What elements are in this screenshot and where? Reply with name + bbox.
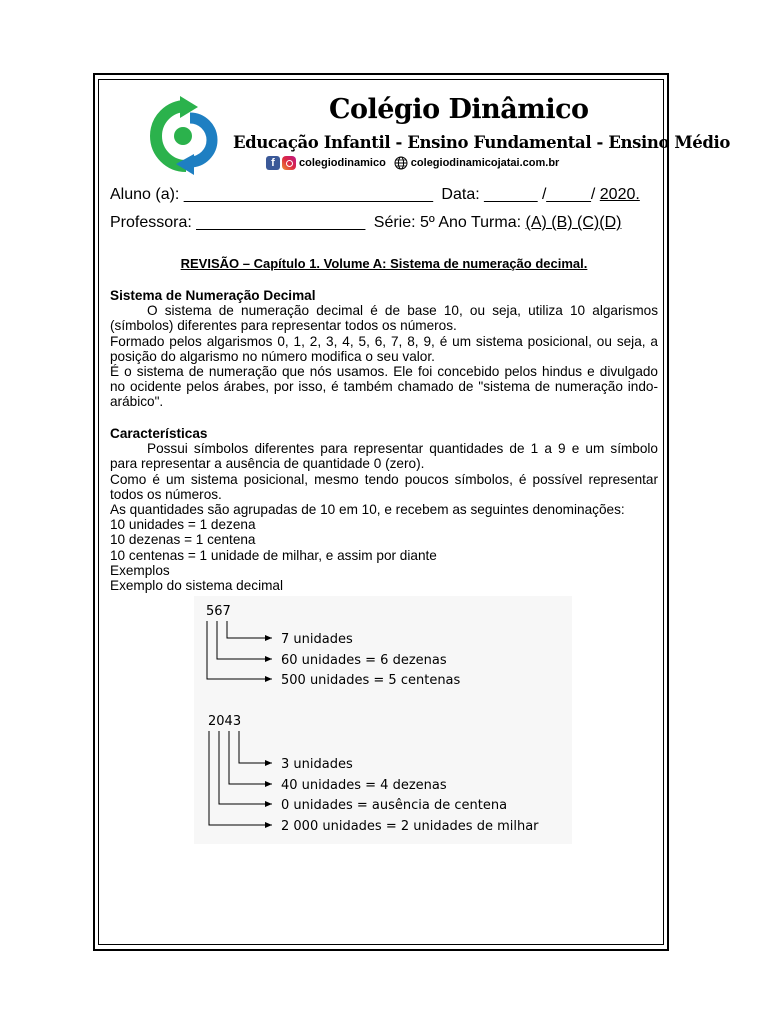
list-item: 10 unidades = 1 dezena (110, 517, 256, 533)
aluno-data-line (110, 186, 640, 204)
place-value-diagram (194, 596, 572, 844)
data-year: 2020. (599, 186, 640, 203)
arrow-line (219, 731, 272, 804)
data-field: Data: ______ /_____/ (441, 186, 596, 203)
paragraph: As quantidades são agrupadas de 10 em 10, e recebem as seguintes denominações: (110, 502, 625, 518)
professora-field: Professora: ___________________ (110, 214, 366, 231)
facebook-icon: f (266, 156, 280, 170)
section-heading: Características (110, 426, 208, 441)
arrow-line (209, 731, 272, 825)
paragraph: Formado pelos algarismos 0, 1, 2, 3, 4, 5, 6, 7, 8, 9, é um sistema posicional, ou seja, a posição do algarismo no número modifica o seu valor. (110, 333, 658, 364)
aluno-field: Aluno (a): ____________________________ (110, 186, 433, 203)
school-levels: Educação Infantil - Ensino Fundamental - Ensino Médio (233, 133, 730, 152)
example-number: 567 (206, 604, 231, 619)
arrow-line (239, 731, 272, 763)
serie-field: Série: 5º Ano Turma: (373, 214, 522, 231)
list-item: 10 dezenas = 1 centena (110, 532, 256, 548)
school-name: Colégio Dinâmico (329, 94, 589, 125)
website-url: colegiodinamicojatai.com.br (410, 157, 560, 169)
list-item: Exemplos (110, 562, 170, 578)
paragraph: O sistema de numeração decimal é de base 10, ou seja, utiliza 10 algarismos (símbolos) diferentes para representar todos os números. (110, 303, 658, 334)
globe-icon (394, 156, 408, 170)
example-number: 2043 (208, 714, 242, 729)
list-item: 10 centenas = 1 unidade de milhar, e assim por diante (110, 547, 437, 563)
arrow-line (229, 731, 272, 784)
example-label: 500 unidades = 5 centenas (281, 673, 461, 688)
instagram-handle: colegiodinamico (299, 157, 386, 169)
example-label: 3 unidades (281, 757, 353, 772)
paragraph: Como é um sistema posicional, mesmo tendo poucos símbolos, é possível representar todos os números. (110, 471, 658, 502)
list-item: Exemplo do sistema decimal (110, 578, 284, 594)
section-decimal-system (110, 288, 658, 410)
instagram-icon (282, 156, 296, 170)
example-label: 40 unidades = 4 dezenas (281, 778, 447, 793)
arrow-line (227, 621, 272, 638)
social-links (266, 156, 559, 170)
school-logo-icon (146, 96, 226, 178)
page-title: REVISÃO – Capítulo 1. Volume A: Sistema de numeração decimal. (180, 256, 588, 271)
example-label: 60 unidades = 6 dezenas (281, 653, 447, 668)
example-label: 7 unidades (281, 632, 353, 647)
professora-serie-line (110, 214, 621, 232)
paragraph: Possui símbolos diferentes para representar quantidades de 1 a 9 e um símbolo para representar a ausência de quantidade 0 (zero). (110, 441, 658, 472)
turma-options: (A) (B) (C)(D) (525, 214, 622, 231)
section-heading: Sistema de Numeração Decimal (110, 288, 316, 303)
example-label: 0 unidades = ausência de centena (281, 798, 508, 813)
section-characteristics (110, 426, 658, 593)
example-figure (194, 596, 572, 844)
arrow-line (217, 621, 272, 659)
example-label: 2 000 unidades = 2 unidades de milhar (281, 819, 539, 834)
paragraph: É o sistema de numeração que nós usamos. Ele foi concebido pelos hindus e divulgado no ocidente pelos árabes, por isso, é também chamado de "sistema de numeração indo-arábico". (110, 364, 658, 410)
